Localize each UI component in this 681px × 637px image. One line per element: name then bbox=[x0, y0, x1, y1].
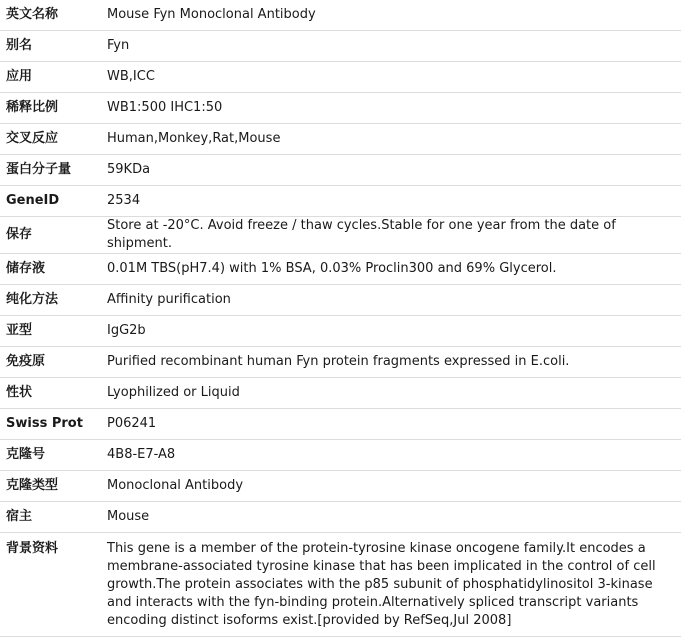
spec-row-dilution bbox=[0, 93, 681, 124]
spec-label: 稀释比例 bbox=[0, 93, 100, 124]
spec-label: 储存液 bbox=[0, 254, 100, 285]
spec-row-clone-type bbox=[0, 471, 681, 502]
spec-label: GeneID bbox=[0, 186, 100, 217]
spec-row-application bbox=[0, 62, 681, 93]
spec-row-immunogen bbox=[0, 347, 681, 378]
spec-value: 2534 bbox=[100, 186, 681, 217]
spec-label: 纯化方法 bbox=[0, 285, 100, 316]
spec-label: 应用 bbox=[0, 62, 100, 93]
spec-label: 克隆类型 bbox=[0, 471, 100, 502]
spec-row-molecular-weight bbox=[0, 155, 681, 186]
spec-label: 性状 bbox=[0, 378, 100, 409]
spec-row-host bbox=[0, 502, 681, 533]
spec-value: Store at -20°C. Avoid freeze / thaw cycles.Stable for one year from the date of shipment. bbox=[100, 217, 681, 254]
spec-value: WB,ICC bbox=[100, 62, 681, 93]
spec-row-english-name bbox=[0, 0, 681, 31]
spec-label: 英文名称 bbox=[0, 0, 100, 31]
spec-value: Mouse Fyn Monoclonal Antibody bbox=[100, 0, 681, 31]
spec-value: 4B8-E7-A8 bbox=[100, 440, 681, 471]
spec-value: 0.01M TBS(pH7.4) with 1% BSA, 0.03% Proclin300 and 69% Glycerol. bbox=[100, 254, 681, 285]
spec-row-alias bbox=[0, 31, 681, 62]
spec-row-gene-id bbox=[0, 186, 681, 217]
spec-value: Human,Monkey,Rat,Mouse bbox=[100, 124, 681, 155]
spec-label: 保存 bbox=[0, 217, 100, 254]
spec-row-background bbox=[0, 533, 681, 637]
spec-value: Mouse bbox=[100, 502, 681, 533]
spec-label: 背景资料 bbox=[0, 533, 100, 637]
spec-row-storage bbox=[0, 217, 681, 254]
spec-label: 克隆号 bbox=[0, 440, 100, 471]
spec-row-form bbox=[0, 378, 681, 409]
spec-value: Monoclonal Antibody bbox=[100, 471, 681, 502]
spec-value: IgG2b bbox=[100, 316, 681, 347]
spec-label: 宿主 bbox=[0, 502, 100, 533]
spec-value: P06241 bbox=[100, 409, 681, 440]
spec-value: Affinity purification bbox=[100, 285, 681, 316]
spec-value: Fyn bbox=[100, 31, 681, 62]
spec-value: WB1:500 IHC1:50 bbox=[100, 93, 681, 124]
spec-row-isotype bbox=[0, 316, 681, 347]
spec-label: 亚型 bbox=[0, 316, 100, 347]
spec-label: 别名 bbox=[0, 31, 100, 62]
spec-row-purification bbox=[0, 285, 681, 316]
spec-label: Swiss Prot bbox=[0, 409, 100, 440]
spec-row-storage-buffer bbox=[0, 254, 681, 285]
spec-row-clone-number bbox=[0, 440, 681, 471]
spec-value: Lyophilized or Liquid bbox=[100, 378, 681, 409]
spec-value: This gene is a member of the protein-tyrosine kinase oncogene family.It encodes a membrane-associated tyrosine kinase that has been implicated in the control of cell growth.The protein associates with the p85 subunit of phosphatidylinositol 3-kinase and interacts with the fyn-binding protein.Alternatively spliced transcript variants encoding distinct isoforms exist.[provided by RefSeq,Jul 2008] bbox=[100, 533, 681, 637]
spec-label: 蛋白分子量 bbox=[0, 155, 100, 186]
spec-row-cross-reactivity bbox=[0, 124, 681, 155]
spec-label: 交叉反应 bbox=[0, 124, 100, 155]
spec-value: 59KDa bbox=[100, 155, 681, 186]
spec-value: Purified recombinant human Fyn protein fragments expressed in E.coli. bbox=[100, 347, 681, 378]
spec-label: 免疫原 bbox=[0, 347, 100, 378]
spec-row-swiss-prot bbox=[0, 409, 681, 440]
